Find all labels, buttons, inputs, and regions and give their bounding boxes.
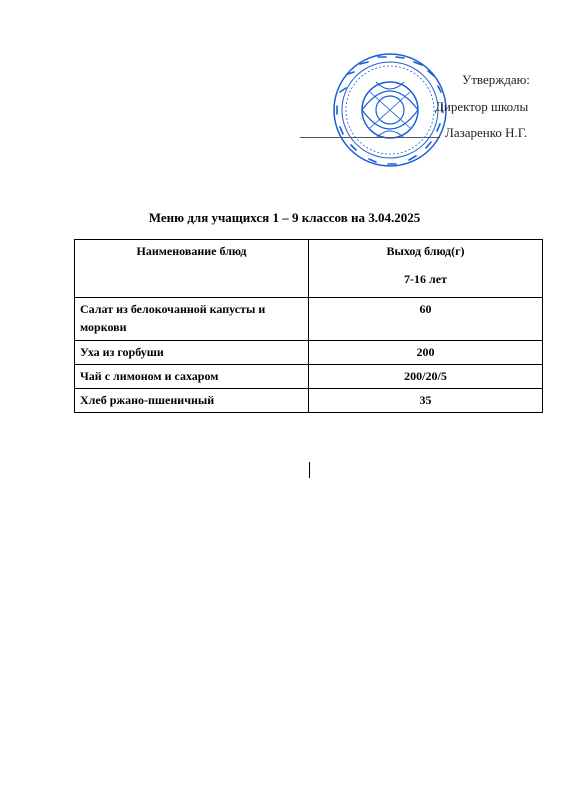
header-age-group: 7-16 лет bbox=[404, 272, 447, 286]
table-header-row bbox=[75, 240, 543, 298]
dish-output: 60 bbox=[309, 298, 543, 341]
dish-name: Хлеб ржано-пшеничный bbox=[75, 389, 309, 413]
dish-name: Салат из белокочанной капусты и моркови bbox=[75, 298, 309, 341]
dish-output: 200 bbox=[309, 341, 543, 365]
approval-position: Директор школы bbox=[435, 99, 529, 114]
table-row bbox=[75, 365, 543, 389]
header-output-label: Выход блюд(г) bbox=[386, 244, 465, 258]
menu-title: Меню для учащихся 1 – 9 классов на 3.04.2025 bbox=[148, 210, 421, 225]
header-output bbox=[309, 240, 543, 298]
dish-name: Уха из горбуши bbox=[75, 341, 309, 365]
official-seal-icon bbox=[330, 52, 450, 172]
text-cursor[interactable] bbox=[309, 462, 310, 478]
approval-heading: Утверждаю: bbox=[462, 72, 530, 87]
menu-table bbox=[74, 239, 543, 413]
dish-output: 35 bbox=[309, 389, 543, 413]
table-row bbox=[75, 389, 543, 413]
table-row bbox=[75, 341, 543, 365]
approval-block bbox=[300, 52, 550, 177]
table-row bbox=[75, 298, 543, 341]
signature-line bbox=[300, 137, 440, 138]
header-dish-name: Наименование блюд bbox=[75, 240, 309, 298]
dish-name: Чай с лимоном и сахаром bbox=[75, 365, 309, 389]
approval-signer: Лазаренко Н.Г. bbox=[445, 125, 528, 140]
dish-output: 200/20/5 bbox=[309, 365, 543, 389]
